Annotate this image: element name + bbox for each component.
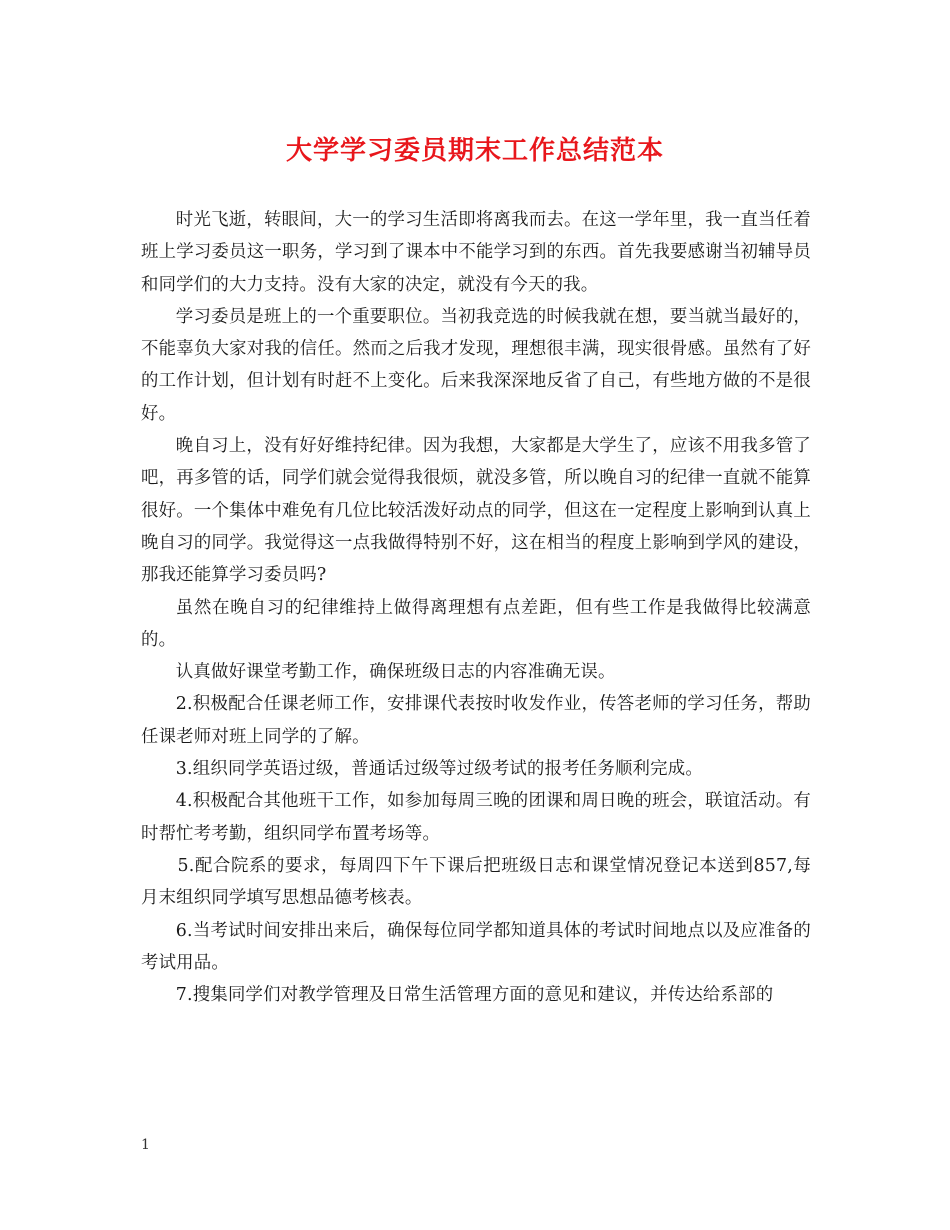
list-item-attendance: 认真做好课堂考勤工作，确保班级日志的内容准确无误。: [175, 662, 616, 683]
paragraph-intro: 时光飞逝，转眼间，大一的学习生活即将离我而去。在这一学年里，我一直当任着班上学习委员这一职务，学习到了课本中不能学习到的东西。首先我要感谢当初辅导员和同学们的大力支持。没有大家的决定，就没有今天的我。: [141, 210, 811, 295]
paragraph-role: 学习委员是班上的一个重要职位。当初我竞选的时候我就在想，要当就当最好的，不能辜负大家对我的信任。然而之后我才发现，理想很丰满，现实很骨感。虽然有了好的工作计划，但计划有时赶不上变化。后来我深深地反省了自己，有些地方做的不是很好。: [141, 306, 811, 424]
document-title: 大学学习委员期末工作总结范本: [285, 136, 664, 166]
list-item-6: 6.当考试时间安排出来后，确保每位同学都知道具体的考试时间地点以及应准备的考试用品。: [141, 920, 811, 973]
list-item-2: 2.积极配合任课老师工作，安排课代表按时收发作业，传答老师的学习任务，帮助任课老师对班上同学的了解。: [141, 694, 811, 747]
list-item-5: 5.配合院系的要求，每周四下午下课后把班级日志和课堂情况登记本送到857,每月末组织同学填写思想品德考核表。: [141, 855, 811, 909]
document-body: [141, 204, 811, 1011]
list-item-7: 7.搜集同学们对教学管理及日常生活管理方面的意见和建议，并传达给系部的: [175, 985, 774, 1006]
paragraph-satisfied: 虽然在晚自习的纪律维持上做得离理想有点差距，但有些工作是我做得比较满意的。: [141, 597, 811, 650]
paragraph-evening-study: 晚自习上，没有好好维持纪律。因为我想，大家都是大学生了，应该不用我多管了吧，再多管的话，同学们就会觉得我很烦，就没多管，所以晚自习的纪律一直就不能算很好。一个集体中难免有几位比较活泼好动点的同学，但这在一定程度上影响到认真上晚自习的同学。我觉得这一点我做得特别不好，这在相当的程度上影响到学风的建设，那我还能算学习委员吗?: [141, 436, 811, 586]
page-number: 1: [141, 1137, 150, 1153]
list-item-4: 4.积极配合其他班干工作，如参加每周三晚的团课和周日晚的班会，联谊活动。有时帮忙考考勤，组织同学布置考场等。: [141, 791, 811, 844]
list-item-3: 3.组织同学英语过级，普通话过级等过级考试的报考任务顺利完成。: [175, 759, 703, 780]
